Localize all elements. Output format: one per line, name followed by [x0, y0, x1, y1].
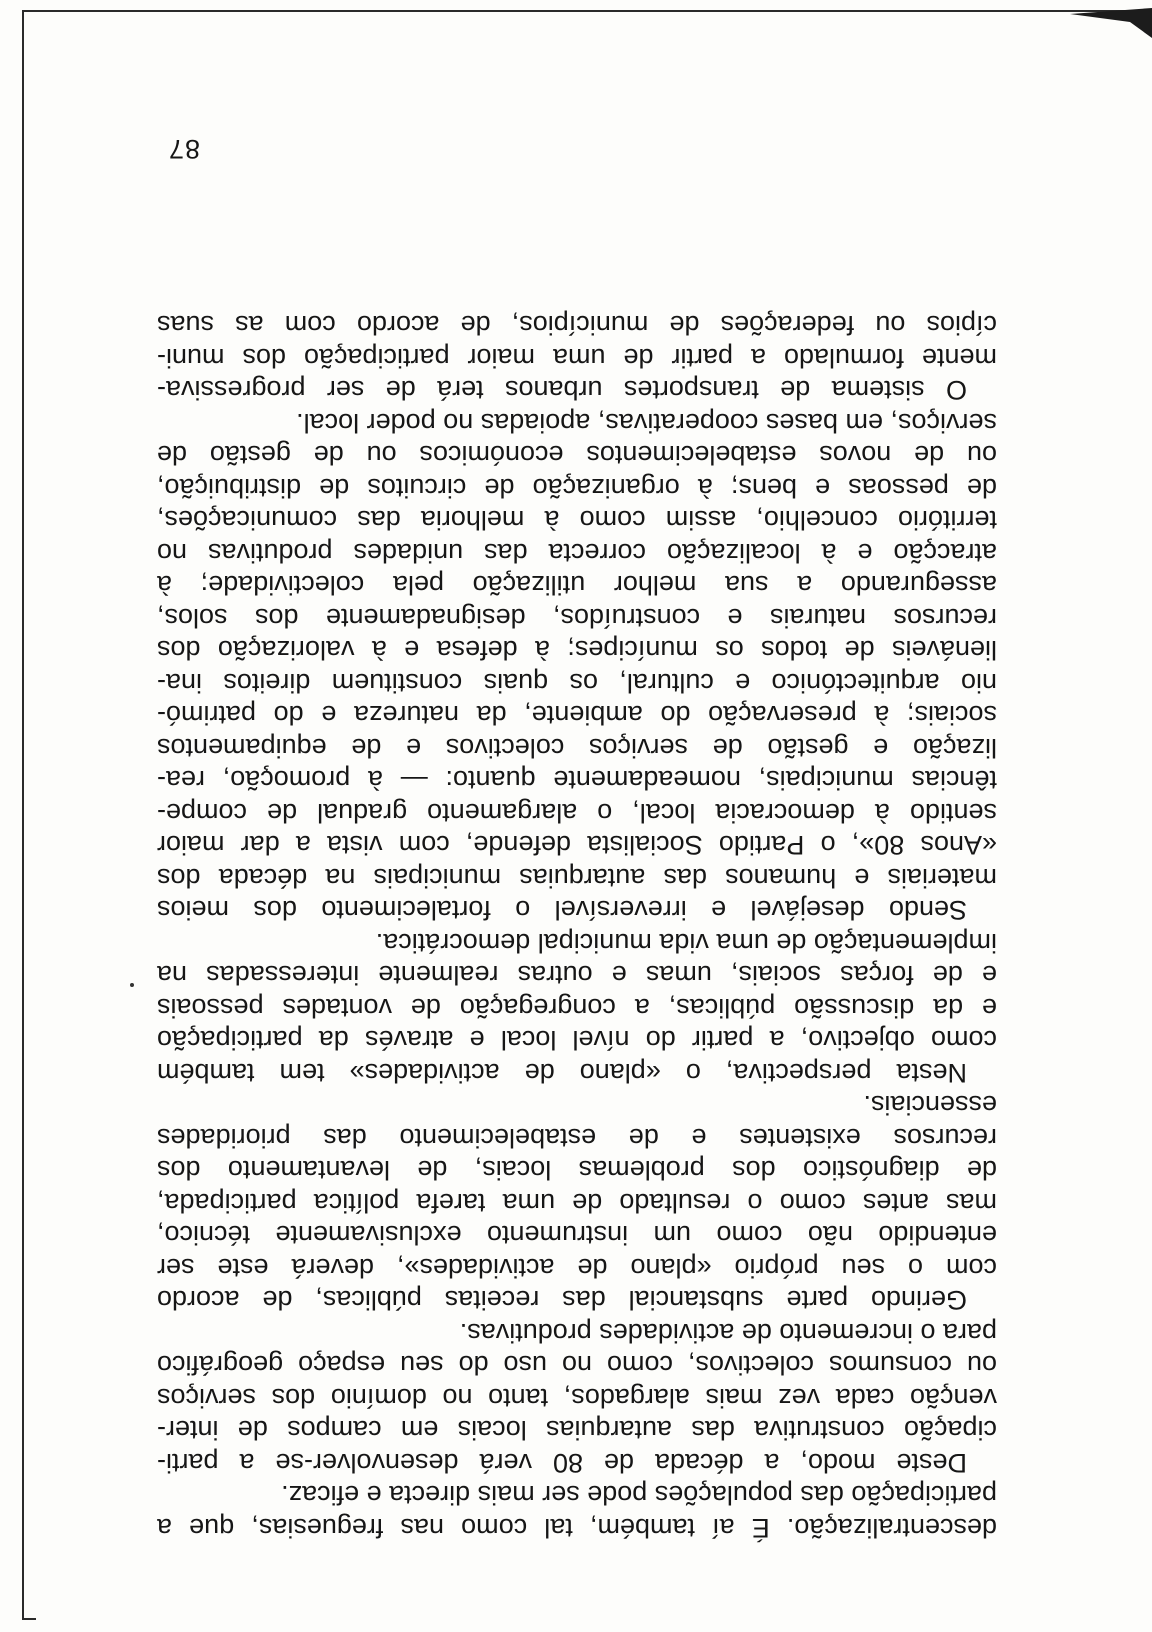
- text-line: ou consumos colectivos, como no uso do seu espaço geográfico: [157, 1350, 997, 1381]
- text-line: implementação de uma vida municipal democrática.: [375, 928, 997, 958]
- text-line: como objectivo, a partir do nível local e através da participação: [157, 1025, 997, 1056]
- text-line: tências municipais, nomeadamente quanto: — à promoção, rea-: [157, 765, 997, 796]
- text-line: mente formulado a partir de uma maior participação dos muni-: [157, 343, 997, 373]
- text-line: e da discussão públicas, a congregação de vontades pessoais: [157, 993, 997, 1023]
- text-line: materiais e humanos das autarquias municipais na década dos: [157, 863, 997, 893]
- text-line: de pessoas e bens; à organização de circuitos de distribuição,: [157, 473, 997, 503]
- text-line: lienáveis de todos os munícipes; à defesa e à valorização dos: [157, 635, 997, 666]
- text-line: participação das populações pode ser mais directa e eficaz.: [281, 1480, 997, 1511]
- text-line: lização e gestão de serviços colectivos e de equipamentos: [157, 733, 997, 763]
- text-line: Deste modo, a década de 80 verá desenvolver-se a parti-: [157, 1448, 967, 1478]
- text-line: para o incremento de actividades produtivas.: [459, 1318, 997, 1348]
- text-line: entendido não como um instrumento exclusivamente técnico,: [157, 1220, 997, 1251]
- text-line: atracção e à localização correcta das unidades produtivas no: [157, 538, 997, 568]
- text-line: ou de novos estabelecimentos económicos ou de gestão de: [157, 440, 997, 471]
- text-line: essenciais.: [863, 1090, 997, 1121]
- text-line: de diagnóstico dos problemas locais, de levantamento dos: [157, 1155, 997, 1186]
- text-line: cipação construtiva das autarquias locais em campos de inter-: [157, 1415, 997, 1446]
- page-number: 87: [167, 134, 200, 164]
- text-line: O sistema de transportes urbanos terá de ser progressiva-: [157, 375, 967, 406]
- text-line: «Anos 80», o Partido Socialista defende, com vista a dar maior: [157, 830, 997, 861]
- text-line: mas antes como o resultado de uma tarefa política participada,: [157, 1188, 997, 1218]
- text-line: recursos existentes e de estabelecimento das prioridades: [157, 1123, 997, 1153]
- text-line: recursos naturais e construídos, designadamente dos solos,: [157, 603, 997, 633]
- text-line: serviços, em bases cooperativas, apoiadas no poder local.: [296, 408, 997, 438]
- body-text: [157, 309, 997, 1544]
- text-line: descentralização. É aí também, tal como nas freguesias, que a: [157, 1513, 997, 1543]
- text-line: sociais; à preservação do ambiente, da natureza e do patrimó-: [157, 700, 997, 731]
- text-line: Nesta perspectiva, o «plano de actividades» tem também: [157, 1058, 967, 1088]
- text-line: Gerindo parte substancial das receitas públicas, de acordo: [157, 1285, 967, 1316]
- text-line: Sendo desejável e irreversível o fortalecimento dos meios: [157, 895, 967, 926]
- text-line: cípios ou federações de municípios, de acordo com as suas: [157, 310, 997, 341]
- text-line: nio arquitectónico e cultural, os quais constituem direitos ina-: [157, 668, 997, 698]
- text-line: assegurando a sua melhor utilização pela colectividade; à: [157, 570, 997, 601]
- text-line: sentido à democracia local, o alargamento gradual de compe-: [157, 798, 997, 828]
- text-line: com o seu próprio «plano de actividades», deverá este ser: [157, 1253, 997, 1283]
- text-line: e de forças sociais, umas e outras realmente interessadas na: [157, 960, 997, 991]
- text-line: território concelhio, assim como à melhoria das comunicações,: [157, 505, 997, 536]
- text-line: venção cada vez mais alargados, tanto no domínio dos serviços: [157, 1383, 997, 1413]
